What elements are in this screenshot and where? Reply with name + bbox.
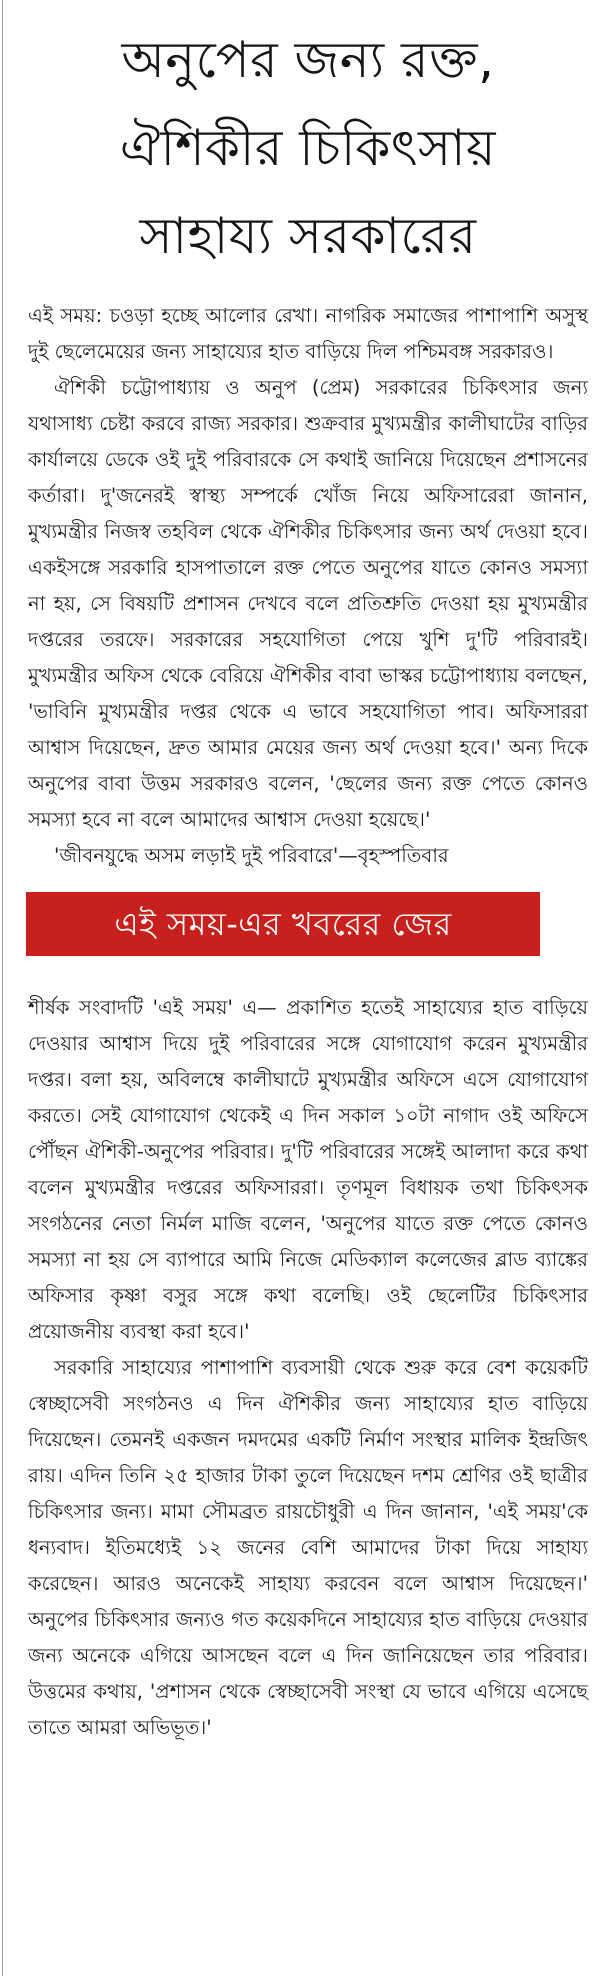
news-article (28, 0, 588, 1746)
headline-line-1: অনুপের জন্য রক্ত, (121, 31, 495, 89)
follow-up-banner: এই সময়-এর খবরের জের (26, 892, 540, 956)
headline-line-3: সাহায্য সরকারের (139, 207, 477, 265)
article-body-part-1 (28, 298, 588, 874)
paragraph-cm-office-contact: শীর্ষক সংবাদটি 'এই সময়' এ— প্রকাশিত হতেই সাহায্যের হাত বাড়িয়ে দেওয়ার আশ্বাস দিয়ে দুই পরিবারের সঙ্গে যোগাযোগ করেন মুখ্যমন্ত্রীর দপ্তর। বলা হয়, অবিলম্বে কালীঘাটে মুখ্যমন্ত্রীর অফিসে এসে যোগাযোগ করতে। সেই যোগাযোগ থেকেই এ দিন সকাল ১০টা নাগাদ ওই অফিসে পৌঁছন ঐশিকী-অনুপের পরিবার। দু'টি পরিবারের সঙ্গেই আলাদা করে কথা বলেন মুখ্যমন্ত্রীর দপ্তরের অফিসাররা। তৃণমূল বিধায়ক তথা চিকিৎসক সংগঠনের নেতা নির্মল মাজি বলেন, 'অনুপের যাতে রক্ত পেতে কোনও সমস্যা না হয় সে ব্যাপারে আমি নিজে মেডিক্যাল কলেজের ব্লাড ব্যাঙ্কের অফিসার কৃষ্ণা বসুর সঙ্গে কথা বলেছি। ওই ছেলেটির চিকিৎসার প্রয়োজনীয় ব্যবস্থা করা হবে।' (28, 996, 588, 1343)
paragraph-previous-headline: 'জীবনযুদ্ধে অসম লড়াই দুই পরিবারে'—বৃহস্পতিবার (54, 844, 449, 867)
paragraph-volunteer-help: সরকারি সাহায্যের পাশাপাশি ব্যবসায়ী থেকে শুরু করে বেশ কয়েকটি স্বেচ্ছাসেবী সংগঠনও এ দিন ঐশিকীর জন্য সাহায্যের হাত বাড়িয়ে দিয়েছেন। তেমনই একজন দমদমের একটি নির্মাণ সংস্থার মালিক ইন্দ্রজিৎ রায়। এদিন তিনি ২৫ হাজার টাকা তুলে দিয়েছেন দশম শ্রেণির ওই ছাত্রীর চিকিৎসার জন্য। মামা সৌমব্রত রায়চৌধুরী এ দিন জানান, 'এই সময়'কে ধন্যবাদ। ইতিমধ্যেই ১২ জনের বেশি আমাদের টাকা দিয়ে সাহায্য করেছেন। আরও অনেকেই সাহায্য করবেন বলে আশ্বাস দিয়েছেন।' অনুপের চিকিৎসার জন্যও গত কয়েকদিনে সাহায্যের হাত বাড়িয়ে দেওয়ার জন্য অনেকে এগিয়ে আসছেন বলে এ দিন জানিয়েছেন তার পরিবার। উত্তমের কথায়, 'প্রশাসন থেকে স্বেচ্ছাসেবী সংস্থা যে ভাবে এগিয়ে এসেছে তাতে আমরা অভিভূত।' (28, 1356, 588, 1739)
headline-line-2: ঐশিকীর চিকিৎসায় (119, 119, 497, 177)
column-rule (2, 0, 3, 1976)
headline (28, 16, 588, 280)
paragraph-intro: এই সময়: চওড়া হচ্ছে আলোর রেখা। নাগরিক সমাজের পাশাপাশি অসুস্থ দুই ছেলেমেয়ের জন্য সাহায্যের হাত বাড়িয়ে দিল পশ্চিমবঙ্গ সরকারও। (28, 304, 588, 363)
article-body-part-2 (28, 990, 588, 1746)
paragraph-government-help: ঐশিকী চট্টোপাধ্যায় ও অনুপ (প্রেম) সরকারের চিকিৎসার জন্য যথাসাধ্য চেষ্টা করবে রাজ্য সরকার। শুক্রবার মুখ্যমন্ত্রীর কালীঘাটের বাড়ির কার্যালয়ে ডেকে ওই দুই পরিবারকে সে কথাই জানিয়ে দিয়েছেন প্রশাসনের কর্তারা। দু'জনেরই স্বাস্থ্য সম্পর্কে খোঁজ নিয়ে অফিসারেরা জানান, মুখ্যমন্ত্রীর নিজস্ব তহবিল থেকে ঐশিকীর চিকিৎসার জন্য অর্থ দেওয়া হবে। একইসঙ্গে সরকারি হাসপাতালে রক্ত পেতে অনুপের যাতে কোনও সমস্যা না হয়, সে বিষয়টি প্রশাসন দেখবে বলে প্রতিশ্রুতি দেওয়া হয় মুখ্যমন্ত্রীর দপ্তরের তরফে। সরকারের সহযোগিতা পেয়ে খুশি দু'টি পরিবারই। মুখ্যমন্ত্রীর অফিস থেকে বেরিয়ে ঐশিকীর বাবা ভাস্কর চট্টোপাধ্যায় বলছেন, 'ভাবিনি মুখ্যমন্ত্রীর দপ্তর থেকে এ ভাবে সহযোগিতা পাব। অফিসাররা আশ্বাস দিয়েছেন, দ্রুত আমার মেয়ের জন্য অর্থ দেওয়া হবে।' অন্য দিকে অনুপের বাবা উত্তম সরকারও বলেন, 'ছেলের জন্য রক্ত পেতে কোনও সমস্যা হবে না বলে আমাদের আশ্বাস দেওয়া হয়েছে।' (28, 376, 588, 831)
